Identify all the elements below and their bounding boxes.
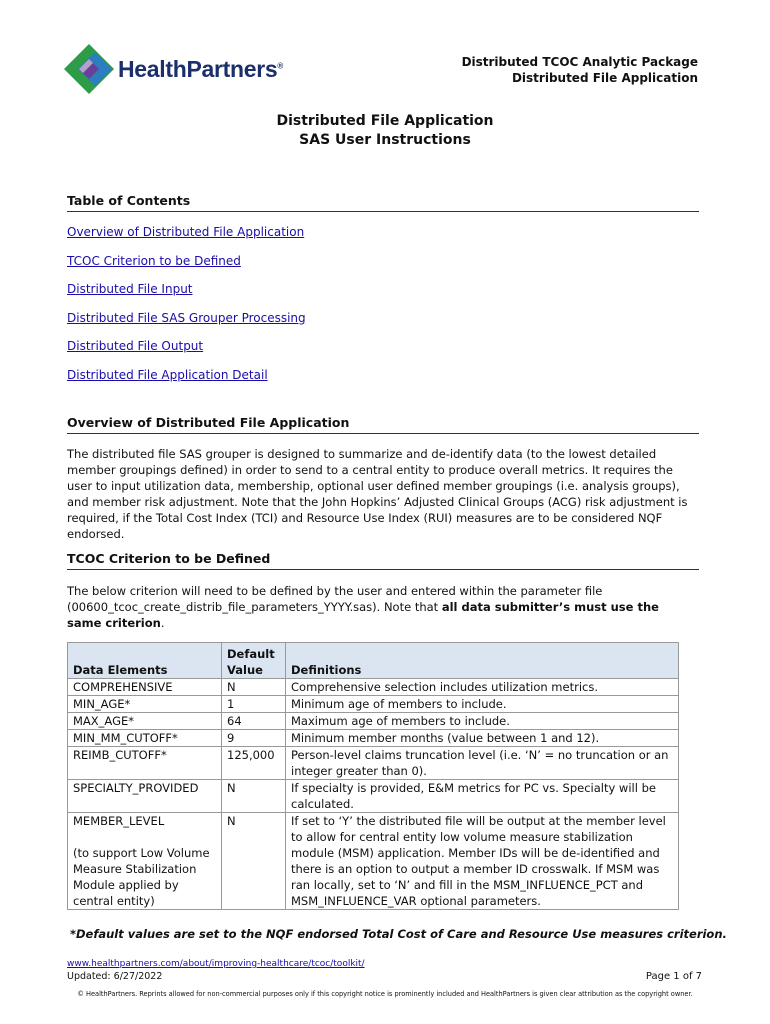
cell-definition: Maximum age of members to include. [286,713,679,730]
cell-element: MEMBER_LEVEL (to support Low Volume Measure Stabilization Module applied by central entity) [68,813,222,910]
cell-definition: Minimum age of members to include. [286,696,679,713]
table-row [68,713,679,730]
healthpartners-logo [64,44,283,94]
table-row [68,730,679,747]
toc-link-overview[interactable]: Overview of Distributed File Application [67,225,305,239]
header-package-name: Distributed TCOC Analytic Package [461,55,698,69]
criterion-emphasis: all data submitter’s must use the same criterion [67,600,659,630]
toc-link-criterion[interactable]: TCOC Criterion to be Defined [67,253,241,268]
cell-definition: Minimum member months (value between 1 and 12). [286,730,679,747]
table-row [68,696,679,713]
table-row [68,679,679,696]
header-document-info [462,54,698,86]
cell-element-note: (to support Low Volume Measure Stabilization Module applied by central entity) [73,846,210,908]
table-header-row [68,643,679,679]
footer-page-number: Page 1 of 7 [645,971,702,982]
cell-value: N [222,813,286,910]
cell-value: 125,000 [222,747,286,780]
table-row [68,747,679,780]
cell-element: SPECIALTY_PROVIDED [68,780,222,813]
table-row [68,813,679,910]
cell-definition: Person-level claims truncation level (i.e. ‘N’ = no truncation or an integer greater than 0). [286,747,679,780]
header-application-name: Distributed File Application [511,71,698,85]
footer-toolkit-link[interactable]: www.healthpartners.com/about/improving-healthcare/tcoc/toolkit/ [67,959,365,969]
logo-wordmark: HealthPartners® [118,55,284,82]
cell-element: MAX_AGE* [68,713,222,730]
header-definitions: Definitions [286,643,679,679]
cell-definition: If specialty is provided, E&M metrics for PC vs. Specialty will be calculated. [286,780,679,813]
default-values-footnote: *Default values are set to the NQF endorsed Total Cost of Care and Resource Use measures criterion. [70,927,727,941]
header-data-elements: Data Elements [68,643,222,679]
healthpartners-diamond-icon [64,44,114,94]
criterion-paragraph: The below criterion will need to be defined by the user and entered within the parameter file (00600_tcoc_create_distrib_file_parameters_YYYY.sas). Note that all data submitter’s must use the same criterion. [67,584,659,630]
toc-link-output[interactable]: Distributed File Output [67,339,204,354]
table-row [68,780,679,813]
header-default-value: Default Value [222,643,286,679]
cell-value: 64 [222,713,286,730]
cell-element: REIMB_CUTOFF* [68,747,222,780]
criterion-table [67,642,679,910]
title-line-2: SAS User Instructions [299,132,471,148]
toc-link-detail[interactable]: Distributed File Application Detail [67,367,268,382]
footer-updated-date: Updated: 6/27/2022 [67,971,163,982]
cell-value: 9 [222,730,286,747]
cell-value: N [222,780,286,813]
cell-value: N [222,679,286,696]
toc-link-processing[interactable]: Distributed File SAS Grouper Processing [67,310,306,325]
toc-link-input[interactable]: Distributed File Input [67,282,193,297]
cell-element: MIN_AGE* [68,696,222,713]
cell-definition: Comprehensive selection includes utilization metrics. [286,679,679,696]
toc-heading: Table of Contents [67,193,699,212]
footer-copyright: © HealthPartners. Reprints allowed for non-commercial purposes only if this copyright notice is prominently included and HealthPartners is given clear attribution as the copyright owner. [77,990,693,998]
criterion-heading: TCOC Criterion to be Defined [67,551,699,570]
title-line-1: Distributed File Application [276,113,494,129]
overview-heading: Overview of Distributed File Application [67,415,699,434]
cell-element: MIN_MM_CUTOFF* [68,730,222,747]
overview-paragraph: The distributed file SAS grouper is designed to summarize and de-identify data (to the lowest detailed member groupings defined) in order to send to a central entity to produce overall metrics. It requires the user to input utilization data, membership, optional user defined member groupings (i.e. analysis groups), and member risk adjustment. Note that the John Hopkins’ Adjusted Clinical Groups (ACG) risk adjustment is required, if the Total Cost Index (TCI) and Resource Use Index (RUI) measures are to be considered NQF endorsed. [67,447,688,541]
cell-definition: If set to ‘Y’ the distributed file will be output at the member level to allow for central entity low volume measure stabilization module (MSM) application. Member IDs will be de-identified and there is an option to output a member ID crosswalk. If MSM was ran locally, set to ‘N’ and fill in the MSM_INFLUENCE_PCT and MSM_INFLUENCE_VAR optional parameters. [286,813,679,910]
cell-element: COMPREHENSIVE [68,679,222,696]
cell-value: 1 [222,696,286,713]
document-title [0,112,770,150]
table-of-contents [67,224,306,396]
